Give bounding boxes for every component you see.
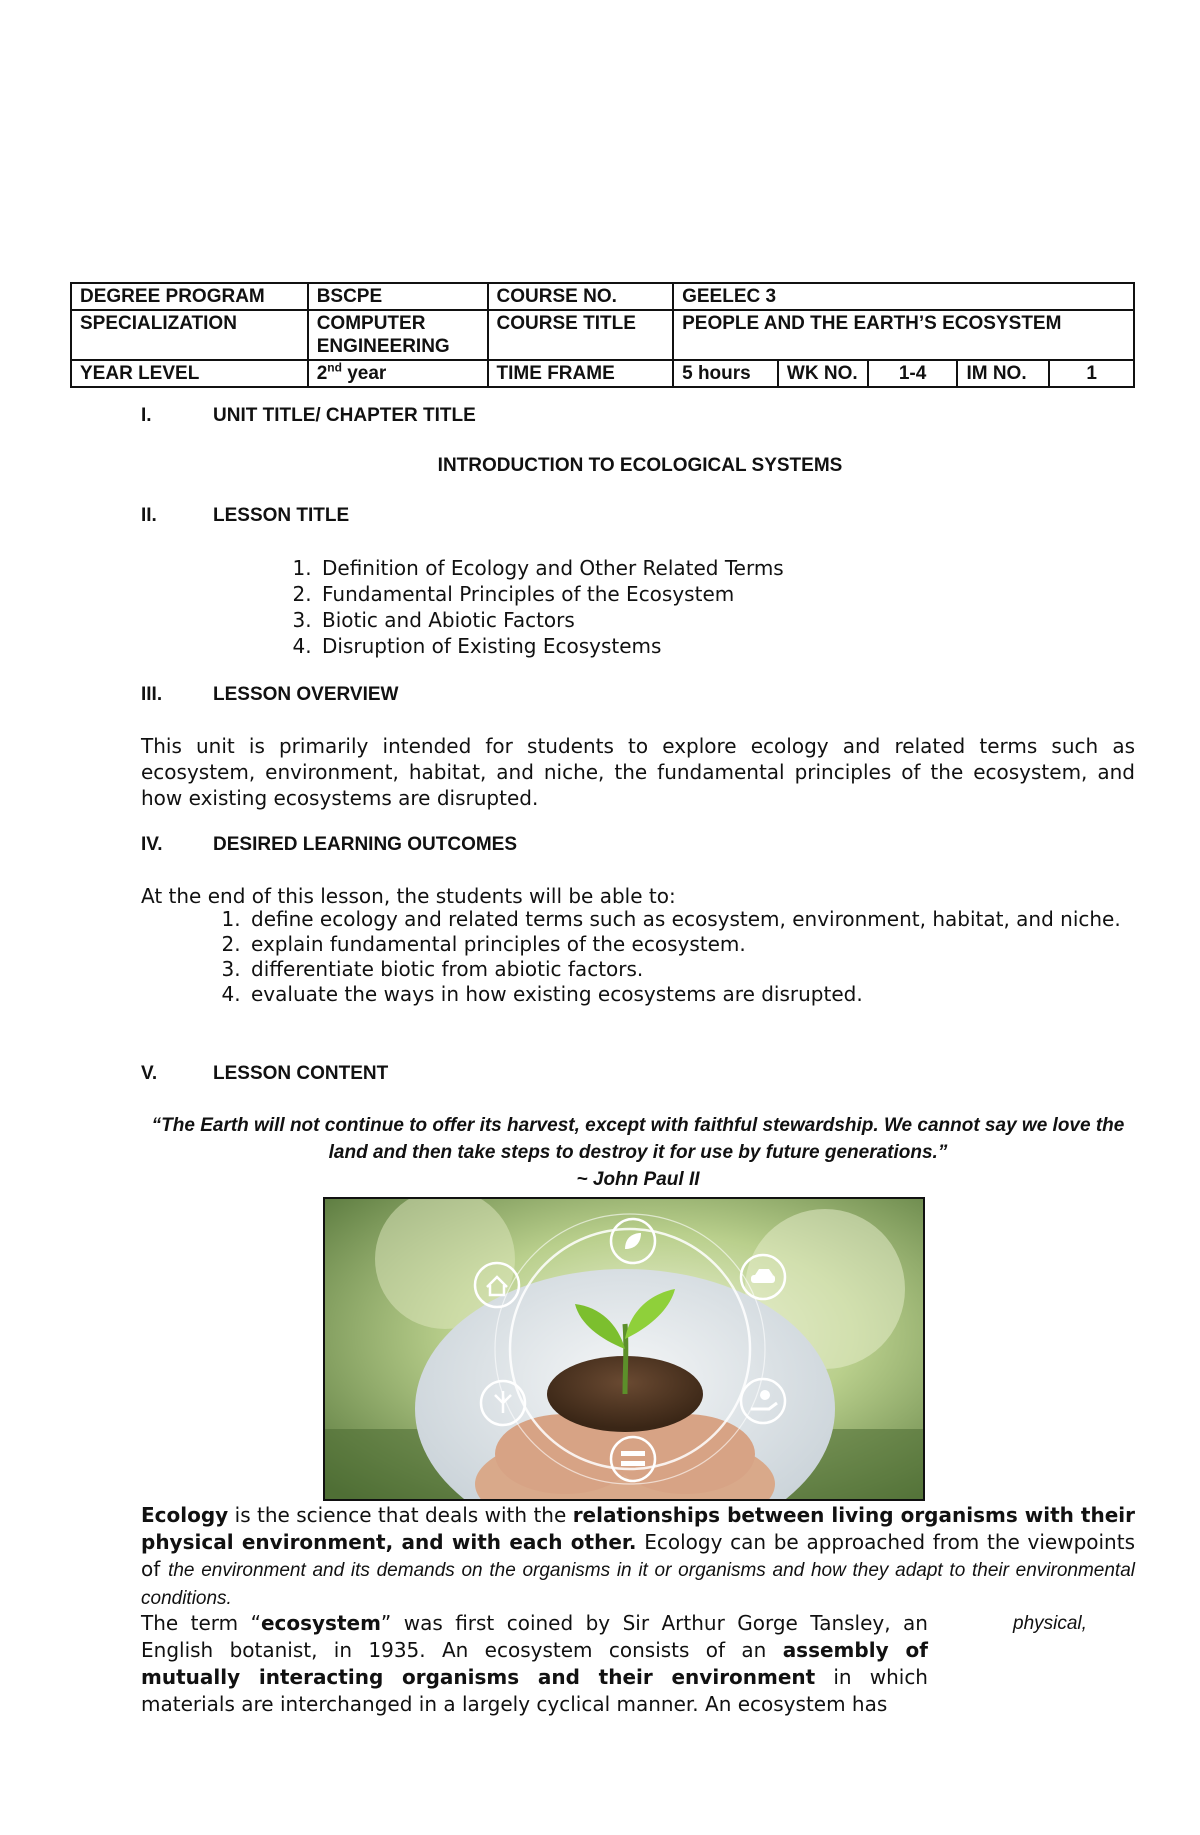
- course-title-label: COURSE TITLE: [488, 310, 674, 360]
- table-row: [71, 360, 1134, 387]
- section-number: V.: [141, 1063, 158, 1084]
- section-title: LESSON OVERVIEW: [213, 684, 399, 705]
- lesson-title-list: [282, 555, 784, 659]
- course-title-value: PEOPLE AND THE EARTH’S ECOSYSTEM: [673, 310, 1134, 360]
- overview-paragraph: This unit is primarily intended for students to explore ecology and related terms such as ecosystem, environment, habitat, and niche, the fundamental principles of the ecosystem, and how existing ecosystems are disrupted.: [141, 734, 1135, 810]
- im-no-label: IM NO.: [957, 360, 1049, 387]
- course-info-table: [70, 282, 1135, 388]
- ecology-text: is the science that deals with the: [228, 1503, 573, 1527]
- ecology-paragraph: [141, 1502, 1135, 1612]
- year-level-value: [308, 360, 488, 387]
- im-no-value: 1: [1049, 360, 1134, 387]
- ecosystem-text: in which materials are interchanged in a largely cyclical manner. An ecosystem has: [141, 1665, 928, 1716]
- year-level-number: 2: [316, 363, 328, 384]
- list-item: 4. evaluate the ways in how existing ecosystems are disrupted.: [247, 982, 1167, 1007]
- side-word: physical,: [1013, 1613, 1087, 1634]
- section-title: UNIT TITLE/ CHAPTER TITLE: [213, 405, 476, 426]
- specialization-label: SPECIALIZATION: [71, 310, 308, 360]
- list-item: 4. Disruption of Existing Ecosystems: [318, 633, 784, 659]
- list-item: 1. define ecology and related terms such as ecosystem, environment, habitat, and niche.: [247, 907, 1167, 932]
- ecology-viewpoints: the environment and its demands on the organisms in it or organisms and how they adapt to their environmental conditions.: [141, 1560, 1135, 1609]
- list-item: 2. Fundamental Principles of the Ecosystem: [318, 581, 784, 607]
- seedling-hands-photo: [323, 1197, 925, 1501]
- ecosystem-text: ” was first coined by Sir Arthur Gorge Tansley, an English botanist, in 1935. An ecosystem consists of an: [141, 1611, 928, 1662]
- quote-block: [141, 1112, 1135, 1193]
- course-no-value: GEELEC 3: [673, 283, 1134, 310]
- section-title: LESSON CONTENT: [213, 1063, 389, 1084]
- table-row: [71, 310, 1134, 360]
- ecology-definition: relationships between living organisms with their physical environment, and with each other.: [141, 1503, 1135, 1554]
- ecosystem-text: The term “: [141, 1611, 261, 1635]
- section-number: I.: [141, 405, 152, 426]
- list-item: 1. Definition of Ecology and Other Related Terms: [318, 555, 784, 581]
- section-title: DESIRED LEARNING OUTCOMES: [213, 834, 518, 855]
- outcomes-list: [211, 907, 1167, 1007]
- degree-program-value: BSCPE: [308, 283, 488, 310]
- course-no-label: COURSE NO.: [488, 283, 674, 310]
- year-level-suffix: nd: [327, 360, 342, 375]
- degree-program-label: DEGREE PROGRAM: [71, 283, 308, 310]
- year-level-label: YEAR LEVEL: [71, 360, 308, 387]
- outcomes-intro: At the end of this lesson, the students will be able to:: [141, 884, 676, 908]
- wk-no-value: 1-4: [868, 360, 958, 387]
- section-number: II.: [141, 505, 157, 526]
- section-heading-unit-title: [141, 405, 476, 427]
- quote-text: “The Earth will not continue to offer its harvest, except with faithful stewardship. We cannot say we love the land and then take steps to destroy it for use by future generations.”: [151, 1115, 1125, 1163]
- section-number: IV.: [141, 834, 163, 855]
- ecology-text: Ecology can be approached from the viewpoints of: [141, 1530, 1135, 1581]
- ecosystem-paragraph: [141, 1610, 928, 1718]
- section-number: III.: [141, 684, 163, 705]
- list-item: 3. differentiate biotic from abiotic factors.: [247, 957, 1167, 982]
- specialization-value: COMPUTER ENGINEERING: [308, 310, 488, 360]
- time-frame-label: TIME FRAME: [488, 360, 674, 387]
- quote-author: ~ John Paul II: [576, 1169, 700, 1190]
- section-title: LESSON TITLE: [213, 505, 350, 526]
- wk-no-label: WK NO.: [778, 360, 868, 387]
- section-heading-learning-outcomes: [141, 834, 517, 856]
- list-item: 3. Biotic and Abiotic Factors: [318, 607, 784, 633]
- list-item: 2. explain fundamental principles of the ecosystem.: [247, 932, 1167, 957]
- section-heading-lesson-content: [141, 1063, 388, 1085]
- ecosystem-definition: assembly of mutually interacting organisms and their environment: [141, 1638, 928, 1689]
- section-heading-lesson-title: [141, 505, 349, 527]
- section-heading-lesson-overview: [141, 684, 398, 706]
- unit-title: INTRODUCTION TO ECOLOGICAL SYSTEMS: [437, 455, 843, 476]
- time-frame-value: 5 hours: [673, 360, 778, 387]
- year-level-word: year: [341, 363, 387, 384]
- ecology-term: Ecology: [141, 1503, 229, 1527]
- table-row: [71, 283, 1134, 310]
- ecosystem-term: ecosystem: [260, 1611, 381, 1635]
